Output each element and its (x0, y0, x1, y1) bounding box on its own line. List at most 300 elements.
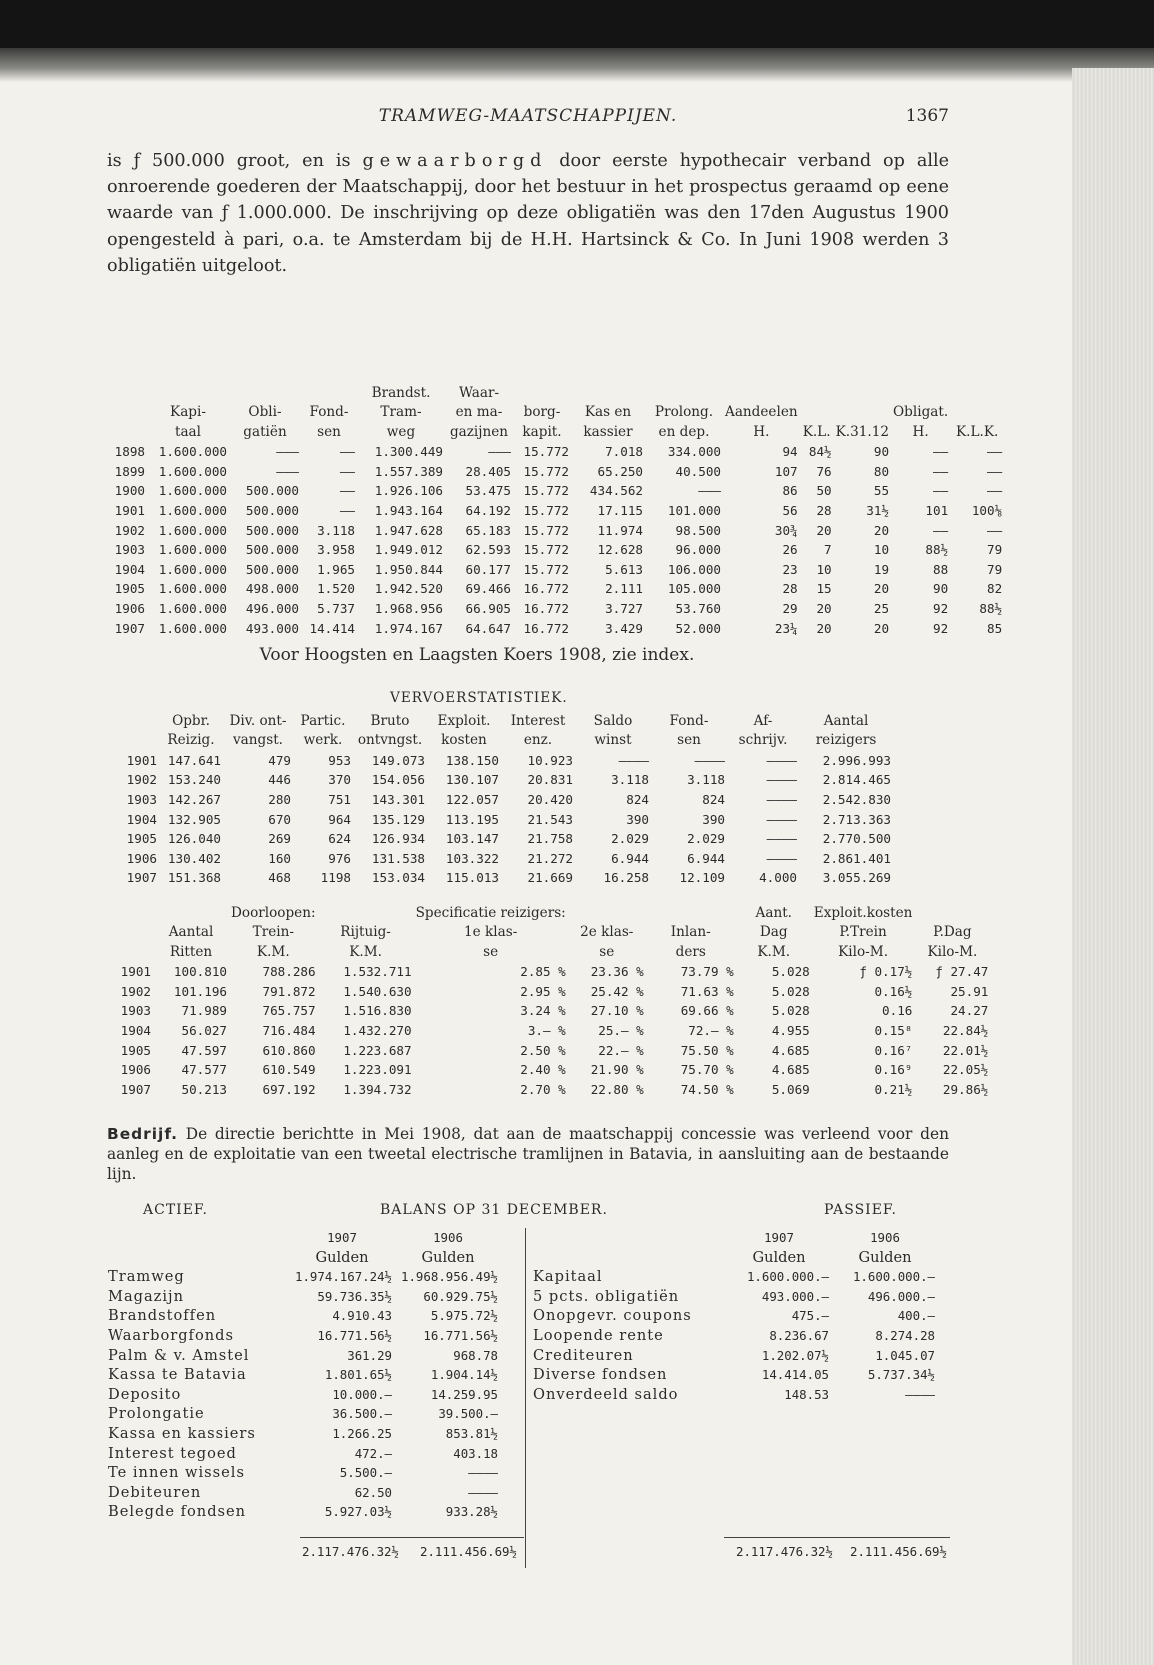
vervoer-cell: 135.129 (371, 811, 425, 827)
capital-header-cell: Prolong. (654, 404, 714, 421)
capital-cell: 500.000 (245, 522, 299, 538)
vervoer-cell: 670 (268, 811, 291, 827)
capital-cell: 15 (816, 581, 832, 597)
doorloopen-header-cell: 1e klas- (464, 924, 518, 941)
actief-row (105, 1365, 501, 1385)
doorloopen-cell: 4.685 (771, 1042, 810, 1058)
capital-cell: 15.772 (523, 503, 569, 518)
actief-label: Prolongatie (108, 1405, 205, 1423)
vervoer-cell: ———— (694, 752, 725, 768)
vervoer-header-cell: vangst. (232, 732, 283, 749)
capital-header-cell: kapit. (522, 423, 562, 440)
capital-cell: 50 (816, 483, 832, 499)
doorloopen-header-cell: K.M. (256, 943, 290, 960)
capital-cell: —— (933, 463, 949, 479)
vervoer-cell: 446 (268, 772, 291, 788)
doorloopen-cell: 22.80 % (590, 1081, 644, 1097)
actief-value: 968.78 (453, 1347, 498, 1363)
doorloopen-cell: 1.394.732 (343, 1081, 412, 1097)
capital-cell: 1.600.000 (158, 483, 227, 499)
doorloopen-cell: 22.— % (598, 1042, 644, 1058)
actief-total-b: 2.111.456.69½ (420, 1544, 517, 1559)
capital-cell: 53.475 (465, 483, 511, 499)
capital-year-cell: 1899 (114, 463, 145, 479)
doorloopen-cell: 610.860 (262, 1042, 316, 1058)
actief-value: 5.500.— (339, 1465, 392, 1481)
doorloopen-cell: 5.028 (771, 964, 810, 980)
bedrijf-lead: Bedrijf. (107, 1125, 179, 1143)
doorloopen-cell: 74.50 % (680, 1081, 734, 1097)
vervoer-cell: 113.195 (445, 811, 499, 827)
doorloopen-year-cell: 1903 (120, 1003, 151, 1019)
capital-cell: —— (933, 444, 949, 460)
capital-cell: 5.613 (605, 561, 643, 577)
capital-cell: 12.628 (597, 542, 643, 558)
capital-cell: 496.000 (245, 600, 299, 616)
passief-label: Diverse fondsen (533, 1366, 668, 1384)
doorloopen-header-cell: Inlan- (670, 924, 711, 941)
actief-year-b: 1906 (433, 1230, 463, 1245)
doorloopen-row (103, 982, 990, 1002)
actief-row (105, 1267, 501, 1287)
capital-cell: 20 (816, 600, 832, 616)
capital-cell: 80 (873, 463, 890, 479)
capital-cell: 92 (933, 600, 949, 616)
vervoer-cell: ———— (766, 811, 797, 827)
passief-label: Kapitaal (533, 1268, 603, 1286)
vervoer-row (103, 751, 893, 771)
capital-cell: 96.000 (675, 542, 721, 558)
capital-cell: 1.600.000 (158, 463, 227, 479)
vervoer-cell: 953 (328, 752, 351, 768)
vervoer-cell: 143.301 (371, 792, 425, 807)
doorloopen-row (103, 1060, 990, 1080)
doorloopen-header-cell: Kilo-M. (927, 943, 978, 960)
doorloopen-table-block (103, 904, 990, 1099)
actief-row (105, 1287, 501, 1307)
capital-header-cell: Brandst. (371, 385, 431, 401)
passief-value: 1.600.000.— (746, 1269, 829, 1285)
capital-header-cell: Kapi- (170, 404, 206, 421)
doorloopen-header-cell (914, 904, 990, 923)
vervoer-cell: 479 (268, 752, 291, 768)
capital-cell: 66.905 (465, 600, 511, 616)
doorloopen-cell: 5.028 (771, 1003, 810, 1019)
capital-cell: 1.600.000 (158, 620, 227, 636)
actief-label: Palm & v. Amstel (108, 1346, 250, 1364)
actief-row (105, 1502, 501, 1522)
vervoer-year-cell: 1903 (126, 792, 157, 807)
capital-row (103, 599, 1004, 619)
doorloopen-header-cell: Dag (759, 924, 788, 941)
passief-row (530, 1267, 938, 1287)
capital-header-cell: Obli- (248, 404, 282, 421)
vervoer-cell: 2.814.465 (822, 772, 891, 788)
actief-value: 39.500.— (438, 1406, 498, 1422)
capital-cell: 64.192 (465, 503, 511, 518)
capital-cell: 40.500 (675, 463, 721, 479)
passief-label: 5 pcts. obligatiën (533, 1287, 680, 1305)
capital-cell: 1.926.106 (374, 483, 443, 499)
capital-row (103, 560, 1004, 580)
doorloopen-year-cell: 1902 (120, 983, 151, 999)
capital-cell: 85 (987, 620, 1003, 636)
capital-cell: 1.300.449 (374, 444, 443, 460)
capital-cell: —— (339, 483, 355, 499)
doorloopen-header-cell: se (483, 943, 499, 960)
actief-value: 4.910.43 (332, 1308, 392, 1324)
doorloopen-cell: 29.86½ (942, 1081, 989, 1097)
doorloopen-cell: 610.549 (262, 1062, 316, 1078)
vervoer-header-cell: Saldo (593, 713, 633, 729)
vervoer-year-cell: 1901 (126, 752, 157, 768)
vervoer-cell: 12.109 (679, 870, 725, 886)
vervoer-cell: ———— (766, 831, 797, 847)
vervoer-cell: ———— (618, 752, 649, 768)
capital-cell: 16.772 (523, 581, 569, 597)
doorloopen-header-cell (153, 904, 229, 923)
doorloopen-cell: 21.90 % (590, 1062, 644, 1078)
actief-label: Kassa te Batavia (108, 1366, 247, 1384)
passief-value: 8.236.67 (769, 1327, 829, 1343)
capital-header-cell (103, 384, 147, 403)
capital-cell: 10 (873, 542, 890, 558)
doorloopen-header-cell: Aant. (755, 905, 792, 921)
actief-label: Kassa en kassiers (108, 1424, 256, 1442)
actief-unit-a: Gulden (315, 1248, 369, 1266)
passief-value: 493.000.— (761, 1288, 829, 1304)
doorloopen-header-cell: Rijtuig- (340, 924, 391, 941)
passief-value: 14.414.05 (761, 1367, 829, 1383)
doorloopen-header-cell: Aantal (168, 924, 214, 941)
vervoer-cell: ———— (766, 792, 797, 807)
capital-cell: 90 (873, 444, 890, 460)
doorloopen-cell: 2.85 % (520, 964, 566, 980)
capital-header-row (103, 384, 1004, 403)
capital-header-cell: taal (174, 423, 202, 440)
capital-header-cell (950, 384, 1004, 403)
capital-cell: 88½ (925, 542, 949, 558)
capital-cell: 20 (873, 620, 890, 636)
doorloopen-cell: 75.70 % (680, 1062, 734, 1078)
actief-value: 60.929.75½ (423, 1288, 498, 1304)
capital-header-cell (571, 384, 645, 403)
capital-cell: 10 (816, 561, 832, 577)
actief-label: Interest tegoed (108, 1444, 237, 1462)
passief-table (530, 1228, 938, 1404)
vervoer-cell: 2.861.401 (822, 850, 891, 866)
bedrijf-paragraph (107, 1124, 949, 1184)
capital-cell: 31½ (866, 503, 890, 518)
capital-row (103, 579, 1004, 599)
capital-header-cell (800, 403, 834, 422)
vervoer-cell: 2.713.363 (822, 811, 891, 827)
capital-header-cell (834, 384, 891, 403)
doorloopen-year-cell: 1904 (120, 1023, 151, 1038)
vervoer-year-cell: 1907 (126, 870, 157, 886)
doorloopen-row (103, 1001, 990, 1021)
vervoer-header-cell: ontvngst. (357, 732, 423, 749)
capital-cell: 105.000 (667, 581, 721, 597)
vervoer-header-cell: enz. (523, 732, 553, 749)
vervoer-header-cell: Af- (753, 713, 773, 729)
vervoer-cell: 131.538 (371, 850, 425, 866)
vervoer-cell: 16.258 (603, 870, 649, 886)
actief-value: 853.81½ (445, 1425, 498, 1441)
vervoer-caption: VERVOERSTATISTIEK. (390, 690, 568, 706)
capital-year-cell: 1903 (114, 542, 145, 558)
vervoer-cell: 269 (268, 831, 291, 847)
vervoer-cell: 2.542.830 (822, 792, 891, 807)
page-number: 1367 (905, 106, 949, 126)
actief-label: Magazijn (108, 1287, 184, 1305)
capital-cell: 2.111 (605, 581, 643, 597)
doorloopen-header-cell: P.Dag (933, 924, 972, 941)
doorloopen-header-cell (103, 923, 153, 942)
doorloopen-cell: 56.027 (181, 1023, 227, 1038)
capital-year-cell: 1900 (114, 483, 145, 499)
passief-label: PASSIEF. (824, 1202, 897, 1218)
capital-cell: 3.958 (317, 542, 355, 558)
capital-row (103, 540, 1004, 560)
vervoer-cell: 6.944 (687, 850, 725, 866)
capital-cell: 1.520 (317, 581, 355, 597)
doorloopen-cell: 47.597 (181, 1042, 227, 1058)
capital-cell: 1.600.000 (158, 522, 227, 538)
passief-value: 400.— (897, 1308, 935, 1324)
capital-row (103, 521, 1004, 541)
doorloopen-cell: 23.36 % (590, 964, 644, 980)
vervoer-table (103, 712, 893, 888)
vervoer-header-cell (103, 712, 159, 731)
doorloopen-header-cell (103, 904, 153, 923)
capital-cell: 16.772 (523, 600, 569, 616)
actief-value: 403.18 (453, 1445, 498, 1461)
capital-cell: 1.600.000 (158, 600, 227, 616)
doorloopen-header-cell (568, 904, 646, 923)
intro-text-1: is ƒ 500.000 groot, en is (107, 151, 363, 171)
doorloopen-cell: 0.16⁹ (874, 1062, 913, 1078)
doorloopen-header-cell (646, 904, 736, 923)
doorloopen-cell: 4.685 (771, 1062, 810, 1078)
vervoer-header-cell: Bruto (370, 713, 410, 729)
actief-label: Brandstoffen (108, 1307, 217, 1325)
capital-cell: ——— (488, 444, 511, 460)
passief-value: 5.737.34½ (867, 1367, 935, 1383)
capital-cell: 3.429 (605, 620, 643, 636)
vervoer-cell: 130.107 (445, 772, 499, 788)
vervoer-cell: 468 (268, 870, 291, 886)
actief-row (105, 1404, 501, 1424)
actief-value: 933.28½ (445, 1504, 498, 1520)
capital-year-cell: 1901 (114, 503, 145, 518)
doorloopen-cell: 791.872 (262, 983, 316, 999)
intro-spaced-word: gewaarborgd (362, 151, 548, 171)
capital-cell: 15.772 (523, 522, 569, 538)
doorloopen-cell: 1.432.270 (343, 1023, 412, 1038)
capital-header-cell: Aandeelen (725, 404, 798, 421)
doorloopen-header-cell: P.Trein (839, 924, 887, 941)
capital-table-block (103, 384, 1004, 638)
vervoer-cell: ———— (766, 850, 797, 866)
passief-value: 1.202.07½ (761, 1347, 829, 1363)
doorloopen-header-row (103, 904, 990, 923)
capital-cell: 7 (824, 542, 832, 558)
doorloopen-cell: 25.91 (950, 983, 989, 999)
doorloopen-cell: 47.577 (181, 1062, 227, 1078)
capital-cell: 16.772 (523, 620, 569, 636)
capital-cell: 106.000 (667, 561, 721, 577)
vervoer-header-cell: reizigers (815, 732, 877, 749)
vervoer-cell: 147.641 (167, 752, 221, 768)
capital-cell: 1.942.520 (374, 581, 443, 597)
doorloopen-header-cell: Doorloopen: (231, 905, 316, 921)
capital-header-cell (301, 384, 357, 403)
vervoer-cell: 2.996.993 (822, 752, 891, 768)
doorloopen-cell: 71.63 % (680, 983, 734, 999)
capital-cell: 1.947.628 (374, 522, 443, 538)
vervoer-header-cell (103, 731, 159, 750)
actief-label: ACTIEF. (143, 1202, 208, 1218)
vervoer-cell: 20.831 (527, 772, 573, 788)
capital-cell: —— (339, 444, 355, 460)
doorloopen-cell: 50.213 (181, 1081, 227, 1097)
capital-cell: 98.500 (675, 522, 721, 538)
vervoer-row (103, 770, 893, 790)
capital-cell: 15.772 (523, 483, 569, 499)
capital-cell: 55 (873, 483, 890, 499)
passief-row (530, 1287, 938, 1307)
doorloopen-header-cell: Exploit.kosten (813, 905, 913, 921)
capital-cell: 69.466 (465, 581, 511, 597)
doorloopen-header-cell (318, 904, 414, 923)
actief-row (105, 1385, 501, 1405)
capital-cell: ——— (276, 463, 299, 479)
capital-cell: 94 (782, 444, 798, 460)
doorloopen-table (103, 904, 990, 1099)
vervoer-row (103, 810, 893, 830)
doorloopen-year-cell: 1901 (120, 964, 151, 980)
capital-cell: 30¾ (774, 522, 798, 538)
capital-cell: 56 (782, 503, 798, 518)
doorloopen-cell: 75.50 % (680, 1042, 734, 1058)
intro-paragraph (107, 148, 949, 279)
vervoer-row (103, 790, 893, 810)
capital-cell: 107 (774, 463, 798, 479)
vervoer-cell: 3.118 (611, 772, 649, 788)
passief-year-b: 1906 (870, 1230, 900, 1245)
doorloopen-cell: 22.84½ (942, 1023, 989, 1038)
vervoer-cell: 280 (268, 792, 291, 807)
capital-cell: 20 (816, 620, 832, 636)
doorloopen-header-cell: se (599, 943, 615, 960)
capital-header-row (103, 403, 1004, 422)
actief-total-rule (300, 1537, 524, 1538)
passief-unit-a: Gulden (752, 1248, 806, 1266)
vervoer-row (103, 849, 893, 869)
capital-cell: —— (987, 483, 1003, 499)
vervoer-cell: 142.267 (167, 792, 221, 807)
actief-value: 5.975.72½ (430, 1308, 498, 1324)
actief-row (105, 1483, 501, 1503)
passief-unit-b: Gulden (858, 1248, 912, 1266)
capital-header-cell (513, 384, 571, 403)
capital-header-cell: Obligat. (893, 404, 949, 421)
vervoer-header-cell: Div. ont- (229, 713, 287, 729)
intro-text-2: door eerste hypothecair verband op alle onroerende goederen der Maatschappij, door het bestuur in het prospectus geraamd op eene waarde van ƒ 1.000.000. De inschrijving op deze obligatiën was den 17den Augustus 1900 opengesteld à pari, o.a. te Amsterdam bij de H.H. Hartsinck & Co. In Juni 1908 werden 3 obligatiën uitgeloot. (107, 151, 949, 276)
vervoer-cell: 390 (626, 811, 649, 827)
vervoer-cell: ———— (766, 772, 797, 788)
capital-cell: 1.968.956 (374, 600, 443, 616)
capital-header-cell: gazijnen (449, 423, 509, 440)
actief-value: 59.736.35½ (317, 1288, 392, 1304)
actief-value: 5.927.03½ (324, 1504, 392, 1520)
capital-cell: 28.405 (465, 463, 511, 479)
capital-cell: 53.760 (675, 600, 721, 616)
vervoer-row (103, 868, 893, 888)
vervoer-header-cell: Partic. (300, 713, 346, 729)
doorloopen-header-cell: Kilo-M. (838, 943, 889, 960)
doorloopen-cell: 22.01½ (942, 1042, 989, 1058)
capital-cell: 28 (782, 581, 798, 597)
actief-value: 16.771.56½ (423, 1327, 498, 1343)
actief-value: 1.904.14½ (430, 1367, 498, 1383)
capital-cell: 88 (933, 561, 949, 577)
doorloopen-cell: 0.16 (882, 1003, 913, 1019)
vervoer-cell: 6.944 (611, 850, 649, 866)
passief-label: Crediteuren (533, 1346, 634, 1364)
doorloopen-cell: 0.21½ (874, 1081, 913, 1097)
capital-header-cell: en ma- (455, 404, 503, 421)
doorloopen-cell: 24.27 (950, 1003, 989, 1019)
doorloopen-cell: 22.05½ (942, 1062, 989, 1078)
vervoer-cell: 21.543 (527, 811, 573, 827)
vervoer-cell: 824 (626, 792, 649, 807)
doorloopen-cell: 1.223.091 (343, 1062, 412, 1078)
actief-value: 1.968.956.49½ (401, 1269, 498, 1285)
capital-cell: 3.118 (317, 522, 355, 538)
vervoer-header-cell: Interest (510, 713, 566, 729)
doorloopen-row (103, 962, 990, 982)
capital-cell: 498.000 (245, 581, 299, 597)
capital-header-cell (723, 384, 800, 403)
capital-header-cell: Kas en (584, 404, 632, 421)
doorloopen-cell: 0.16⁷ (874, 1042, 913, 1058)
vervoer-cell: 4.000 (759, 870, 797, 886)
doorloopen-cell: 25.— % (598, 1023, 644, 1038)
vervoer-cell: 624 (328, 831, 351, 847)
vervoer-header-cell: Reizig. (167, 732, 215, 749)
capital-header-cell: en dep. (658, 423, 710, 440)
capital-cell: —— (933, 483, 949, 499)
page-content (107, 106, 949, 279)
vervoer-header-cell: Opbr. (172, 713, 210, 729)
capital-cell: 434.562 (589, 483, 643, 499)
actief-label: Deposito (108, 1385, 182, 1403)
capital-cell: 1.974.167 (374, 620, 443, 636)
vervoer-cell: 149.073 (371, 752, 425, 768)
capital-cell: 76 (816, 463, 832, 479)
actief-value: 14.259.95 (430, 1386, 498, 1402)
capital-cell: 29 (782, 600, 798, 616)
doorloopen-cell: 3.— % (527, 1023, 566, 1038)
capital-header-cell: kassier (583, 423, 633, 440)
vervoer-cell: 160 (268, 850, 291, 866)
actief-total-a: 2.117.476.32½ (302, 1544, 399, 1559)
capital-cell: 88½ (979, 600, 1003, 616)
capital-cell: 3.727 (605, 600, 643, 616)
actief-label: Tramweg (108, 1268, 185, 1286)
